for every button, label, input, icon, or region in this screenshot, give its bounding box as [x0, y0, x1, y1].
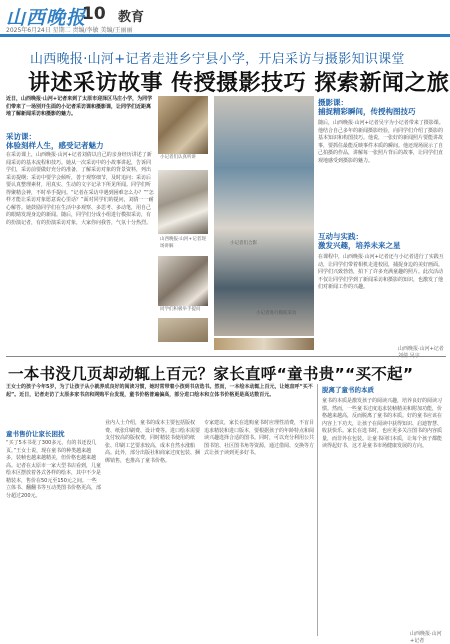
photo-caption: 小记者进行模拟采访: [256, 311, 297, 316]
masthead: [0, 0, 450, 36]
photo-reporter-explaining: [158, 170, 208, 234]
section-title-interview: 采访课： 体验刻样人生，感受记者魅力: [6, 132, 104, 150]
article2-byline: 山西晚报·山河+记者: [410, 631, 442, 644]
article2-section-title: 童书售价让家长困扰: [6, 430, 65, 438]
feature-headline: 讲述采访故事 传授摄影技巧 探索新闻之旅: [28, 71, 450, 96]
photo-group: [214, 96, 314, 336]
sidebar-title: 脱离了童书的本质: [322, 386, 374, 394]
photo-caption: 小记者们合影: [230, 241, 257, 246]
article2-headline: 一本书没几页却动辄上百元？家长直呼“童书贵”“买不起”: [8, 365, 414, 383]
section-body-interview: 在采访课上，山西晚报·山河+记者刘倩以自己的亲身经历讲述了新闻采访的基本流程和技巧。她从一次采访中的小故事讲起，告诉同学们，采访前要做好充分的准备，了解采访对象的背景资料，列出采访提纲；采访中要学会倾听，善于观察细节，及时追问；采访后要认真整理素材，用真实、生动的文字记录下所见所闻。同学们听得聚精会神，不时举手提问。“记者在采访中遇到困难怎么办？”“怎样才能让采访对象愿意说心里话？”面对同学们的提问，刘倩一一耐心解答。她鼓励同学们在生活中多观察、多思考、多动笔，用自己的眼睛发现身边的新闻。随后，同学们分成小组进行模拟采访，有的扮演记者，有的扮演采访对象，大家你问我答，气氛十分热烈。: [6, 152, 154, 226]
article2-body-col2: 业内人士介绍，童书的成本主要包括版权费、纸张印刷费、设计费等。进口绘本需要支付较高的版权费，同时精装书使用的纸张、印刷工艺要求较高，成本自然水涨船高。此外，部分出版社和商家过度包装、捆绑销售，也推高了童书价格。: [105, 420, 201, 464]
section-title-photography: 摄影课： 捕捉精彩瞬间，传授构图技巧: [318, 98, 416, 116]
photo-caption: 同学们积极举手提问: [160, 307, 201, 312]
section-title-interaction: 互动与实践： 激发兴趣，培养未来之星: [318, 232, 401, 250]
photo-students-listening: [158, 96, 208, 154]
sidebar-body: 童书的本质是激发孩子的阅读兴趣，培养良好的阅读习惯。然而，一些童书过度追求装帧精美和附加功能，价格越来越高，反而脱离了童书的本质。好的童书应该在内容上下功夫，让孩子在阅读中获得知识、启迪智慧、收获快乐。家长在选书时，也应更多关注图书的内容质量，而非外在包装。让童书回归本质，让每个孩子都能读得起好书，这才是童书市场健康发展的方向。: [322, 398, 443, 449]
article2-lead: 王女士的孩子今年5岁，为了让孩子从小就养成良好的阅读习惯，她时常带着小孩到书店选书。然而，一本绘本动辄上百元，让她直呼“买不起”。近日，记者走访了太原多家书店和网购平台发现，童书价格普遍偏高，部分进口绘本和立体书价格更是高达数百元。: [6, 384, 313, 398]
column-divider: [317, 384, 318, 636]
photo-small: [158, 318, 208, 342]
newspaper-logo: 山西晚报: [6, 7, 87, 29]
article2-body-col3: 专家建议，家长在选购童书时应理性消费，不盲目追求精装和进口版本，要根据孩子的年龄特点和阅读兴趣选择合适的图书。同时，可以充分利用公共图书馆、社区图书角等资源，通过借阅、交换等方式让孩子读到更多好书。: [204, 420, 315, 456]
feature-lead: 近日，山西晚报·山河+记者来到了太原市迎泽区马庄小学，为同学们带来了一场别开生面的小记者采访课和摄影课，让同学们近距离地了解新闻采访和摄影的魅力。: [6, 96, 153, 117]
feature-byline: 山西晚报·山河+记者: [398, 346, 444, 352]
section-body-interaction: 在课程中，山西晚报·山河+记者还与小记者进行了实践互动，让同学们带着相机走进校园，捕捉身边的美好画面。同学们兴致勃勃，拍下了许多充满童趣的照片。此次活动不仅让同学们学到了新闻采访和摄影的知识，也激发了他们对新闻工作的兴趣。: [318, 254, 444, 290]
feature-subtitle: 山西晚报·山河+记者走进乡宁县小学，开启采访与摄影知识课堂: [30, 52, 405, 67]
photo-students-asking: [158, 256, 208, 306]
photo-strip: [214, 338, 314, 350]
photo-caption: 小记者们认真听讲: [160, 155, 196, 160]
article-divider: [6, 356, 446, 357]
section-body-photography: 随后，山西晚报·山河+记者吴宇为小记者带来了摄影课。他结合自己多年的新闻摄影经验，向同学们介绍了摄影的基本知识和构图技巧。他说，一张好的新闻照片要能讲故事，要抓住最能反映事件本质的瞬间。他还现场展示了自己拍摄的作品，讲解每一张照片背后的故事，让同学们直观地感受到摄影的魅力。: [318, 120, 444, 164]
page-number: 10: [82, 4, 106, 24]
photo-caption: 山西晚报·山河+记者现场讲解: [160, 237, 206, 249]
masthead-rule: [0, 34, 450, 37]
dateline: 2025年6月24日 星期二 责编/李敏 美编/王丽丽: [6, 27, 133, 34]
article2-body-col1: “买了5本书花了300多元，有的书还没几页。”王女士说，现在童书的种类越来越多，装帧也越来越精美，但价格也越来越高。记者在太原市一家大型书店看到，儿童绘本区摆放着各式各样的绘本，其中不少是精装本，售价在50元至150元之间。一些立体书、翻翻书等互动类图书价格更高，部分超过200元。: [6, 440, 102, 499]
section-name: 教育: [118, 10, 145, 25]
